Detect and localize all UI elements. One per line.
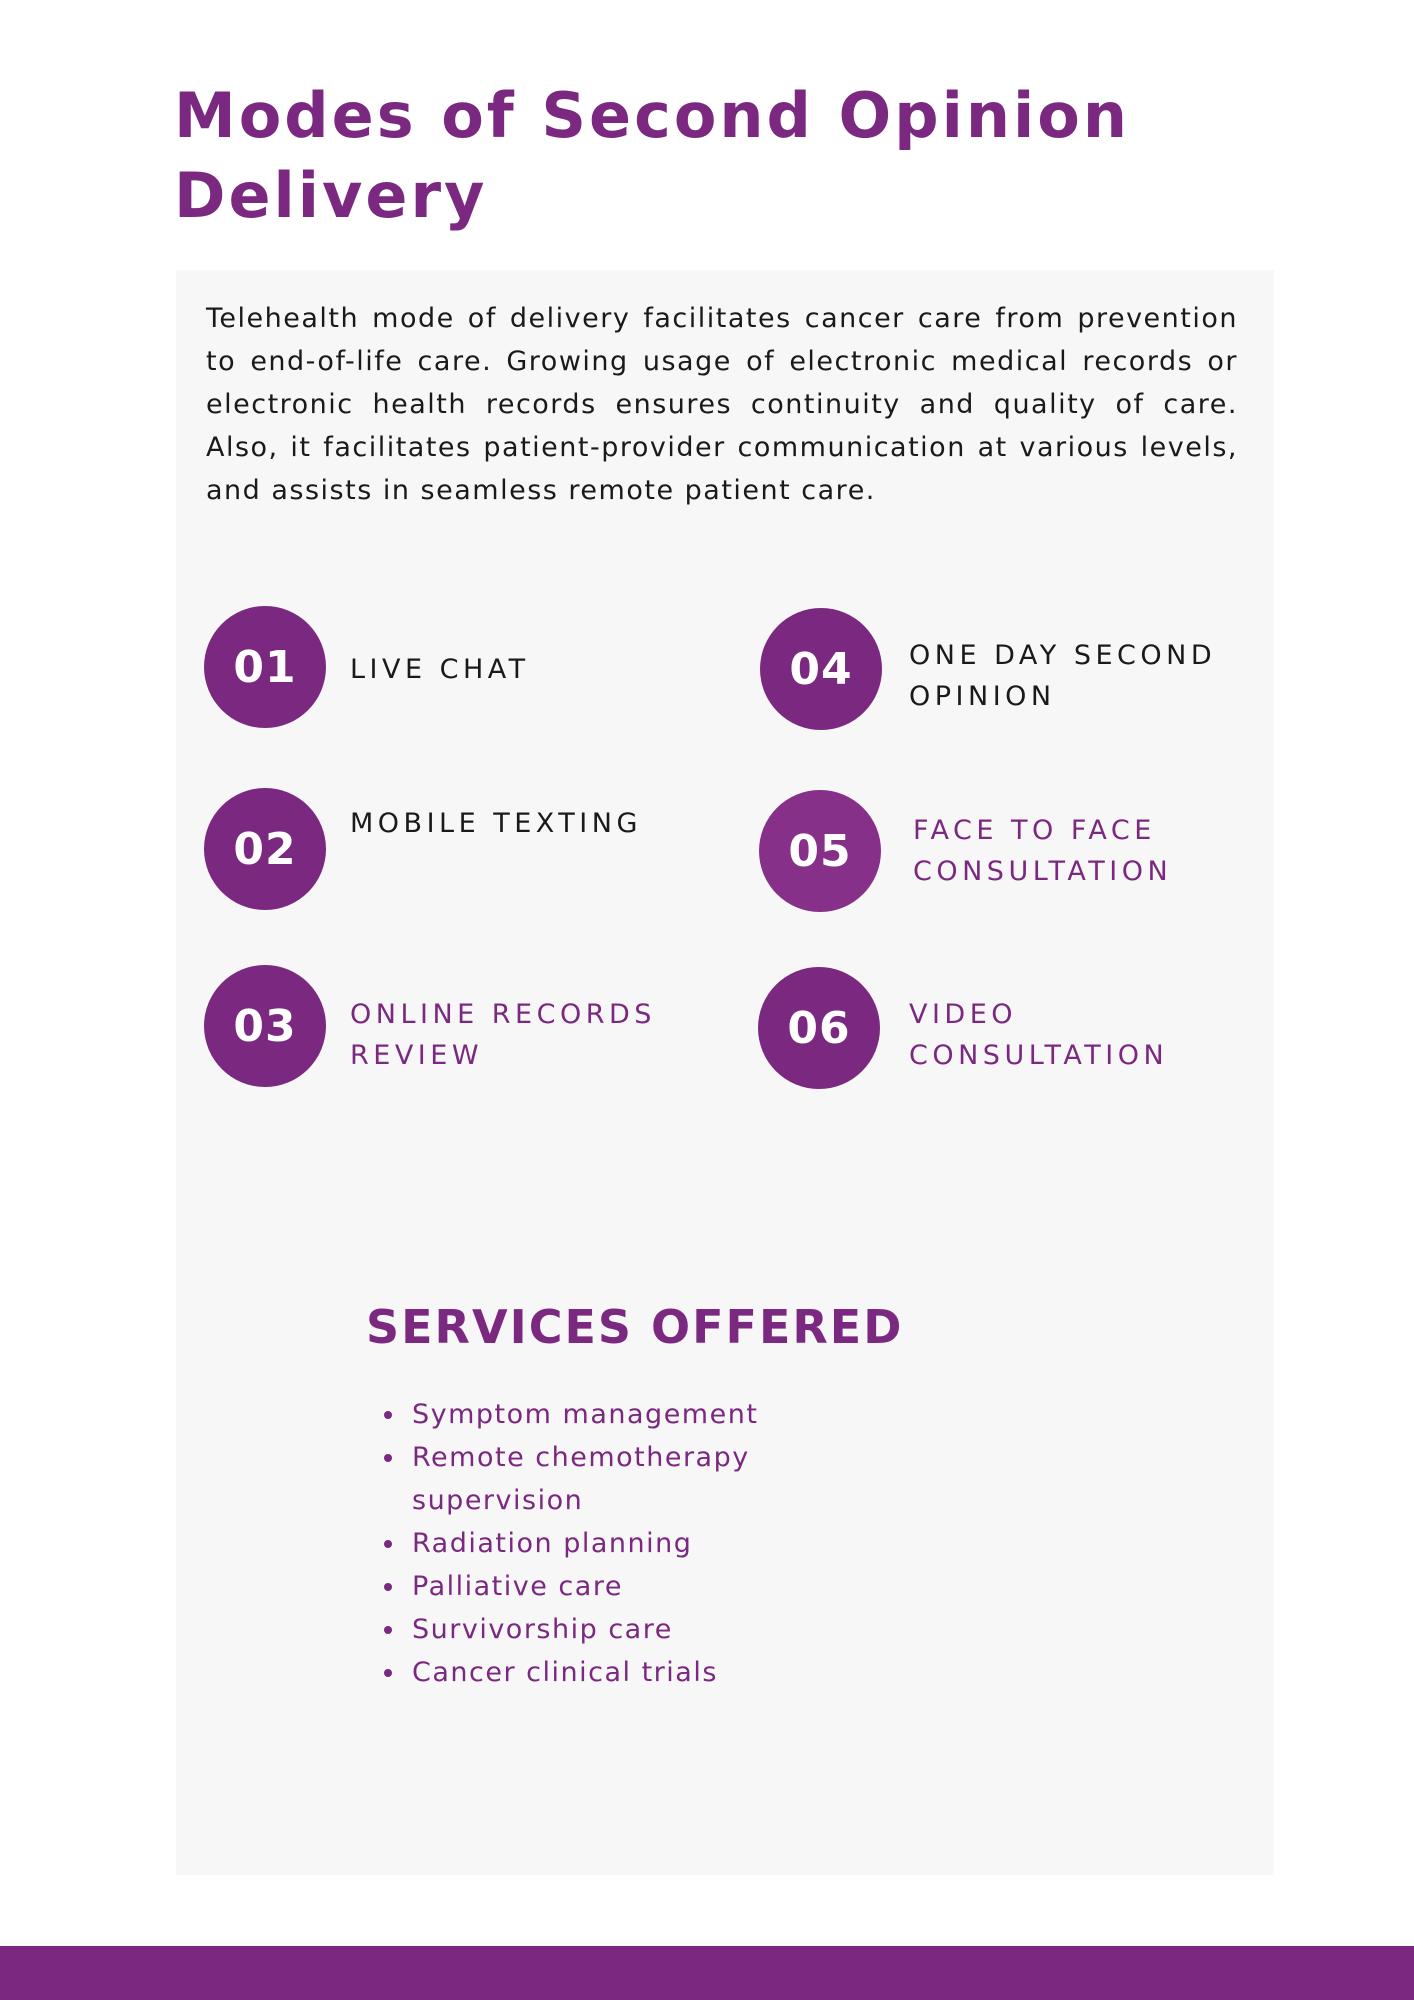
list-item: Remote chemotherapy supervision — [412, 1436, 806, 1522]
mode-number-badge: 05 — [759, 790, 881, 912]
list-item: Radiation planning — [412, 1522, 806, 1565]
mode-number-badge: 06 — [758, 967, 880, 1089]
services-title: SERVICES OFFERED — [366, 1300, 904, 1354]
mode-label-one-day-second-opinion: ONE DAY SECOND OPINION — [909, 640, 1217, 712]
list-item: Symptom management — [412, 1393, 806, 1436]
mode-label-face-to-face-consultation: FACE TO FACE CONSULTATION — [913, 815, 1173, 887]
page-title: Modes of Second Opinion Delivery — [174, 79, 1130, 232]
list-item: Survivorship care — [412, 1608, 806, 1651]
list-item: Cancer clinical trials — [412, 1651, 806, 1694]
list-item: Palliative care — [412, 1565, 806, 1608]
mode-number-badge: 01 — [204, 606, 326, 728]
mode-label-video-consultation: VIDEO CONSULTATION — [909, 999, 1169, 1071]
mode-number-badge: 02 — [204, 788, 326, 910]
mode-label-mobile-texting: MOBILE TEXTING — [350, 808, 642, 839]
mode-number-badge: 04 — [760, 608, 882, 730]
footer-bar — [0, 1946, 1414, 2000]
mode-label-online-records-review: ONLINE RECORDS REVIEW — [350, 999, 656, 1071]
services-list — [366, 1393, 806, 1694]
intro-paragraph: Telehealth mode of delivery facilitates cancer care from prevention to end-of-life care. Growing usage of electronic medical records or electronic health records ensures continuity and quality of care. Also, it facilitates patient-provider communication at various levels, and assists in seamless remote patient care. — [206, 303, 1238, 506]
mode-label-live-chat: LIVE CHAT — [350, 654, 530, 685]
mode-number-badge: 03 — [204, 965, 326, 1087]
